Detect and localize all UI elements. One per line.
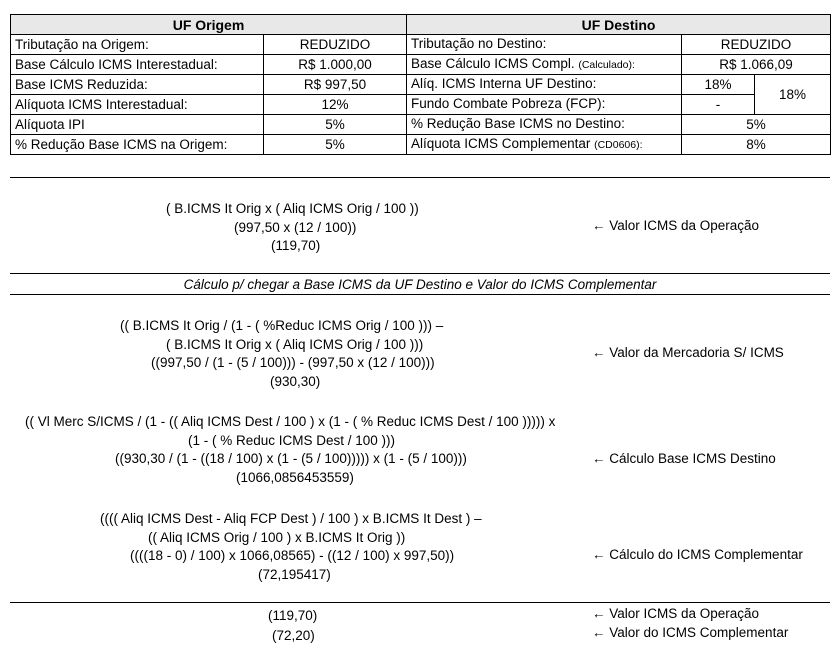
divider [10, 273, 830, 274]
destination-label: Tributação no Destino: [407, 35, 682, 55]
formula-base-destino [25, 413, 555, 487]
origin-label: Base Cálculo ICMS Interestadual: [11, 55, 264, 75]
divider [10, 294, 830, 295]
header-uf-destino: UF Destino [407, 15, 831, 35]
summary-value: (72,20) [272, 627, 315, 643]
destination-value: REDUZIDO [682, 35, 831, 55]
label-base-destino: ← Cálculo Base ICMS Destino [592, 451, 776, 466]
origin-label: Alíquota IPI [11, 115, 264, 135]
divider [10, 177, 830, 178]
table-row [11, 35, 831, 55]
total-aliquota-value: 18% [755, 75, 831, 115]
formula-line: ((((18 - 0) / 100) x 1066,08565) - ((12 / 100) x 997,50)) [130, 548, 455, 563]
table-header-row [11, 15, 831, 35]
label-valor-mercadoria: ← Valor da Mercadoria S/ ICMS [592, 345, 784, 360]
origin-value: 5% [264, 115, 407, 135]
origin-value: 12% [264, 95, 407, 115]
destination-label: Base Cálculo ICMS Compl. (Calculado): [407, 55, 682, 75]
table-row [11, 75, 831, 95]
destination-label: Fundo Combate Pobreza (FCP): [407, 95, 682, 115]
destination-value: 5% [682, 115, 831, 135]
formula-line: (1 - ( % Reduc ICMS Dest / 100 ))) [188, 432, 396, 448]
table-row [11, 55, 831, 75]
summary-value: (119,70) [268, 608, 318, 623]
formula-line: (72,195417) [258, 566, 331, 582]
header-uf-origem: UF Origem [11, 15, 407, 35]
table-row [11, 115, 831, 135]
formula-icms-operacao [166, 200, 419, 256]
formula-line: (((( Aliq ICMS Dest - Aliq FCP Dest ) / 100 ) x B.ICMS It Dest ) – [100, 511, 482, 526]
origin-value: 5% [264, 135, 407, 155]
label-valor-icms-operacao: ← Valor ICMS da Operação [592, 218, 760, 233]
destination-value: 18% [682, 75, 755, 95]
formula-line: (997,50 x (12 / 100)) [234, 219, 357, 235]
formula-line: (( Aliq ICMS Orig / 100 ) x B.ICMS It Orig )) [148, 529, 406, 545]
destination-label: Alíq. ICMS Interna UF Destino: [407, 75, 682, 95]
summary-label-complementar: ← Valor do ICMS Complementar [592, 625, 789, 640]
origin-value: REDUZIDO [264, 35, 407, 55]
table-row [11, 95, 831, 115]
destination-label: Alíquota ICMS Complementar (CD0606): [407, 135, 682, 155]
formula-line: (119,70) [271, 238, 321, 253]
formula-line: (930,30) [270, 373, 321, 389]
destination-value: R$ 1.066,09 [682, 55, 831, 75]
origin-value: R$ 1.000,00 [264, 55, 407, 75]
origin-label: Base ICMS Reduzida: [11, 75, 264, 95]
destination-value: - [682, 95, 755, 115]
formula-line: ((997,50 / (1 - (5 / 100))) - (997,50 x (12 / 100))) [151, 355, 435, 370]
formula-line: (1066,0856453559) [236, 469, 354, 485]
summary-label-operacao: ← Valor ICMS da Operação [592, 606, 760, 621]
formula-valor-mercadoria [120, 317, 443, 391]
section-title: Cálculo p/ chegar a Base ICMS da UF Destino e Valor do ICMS Complementar [183, 277, 657, 292]
destination-label: % Redução Base ICMS no Destino: [407, 115, 682, 135]
origin-label: Tributação na Origem: [11, 35, 264, 55]
label-icms-complementar: ← Cálculo do ICMS Complementar [592, 547, 803, 562]
divider [10, 602, 830, 603]
formula-line: ( B.ICMS It Orig x ( Aliq ICMS Orig / 100 )) [166, 201, 419, 216]
summary-values [268, 606, 317, 645]
formula-line: ( B.ICMS It Orig x ( Aliq ICMS Orig / 100 ))) [166, 336, 424, 352]
origin-label: % Redução Base ICMS na Origem: [11, 135, 264, 155]
origin-value: R$ 997,50 [264, 75, 407, 95]
formula-icms-complementar [100, 510, 482, 584]
table-row [11, 135, 831, 155]
destination-value: 8% [682, 135, 831, 155]
formula-line: (( B.ICMS It Orig / (1 - ( %Reduc ICMS Orig / 100 ))) – [120, 318, 444, 333]
formula-line: ((930,30 / (1 - ((18 / 100) x (1 - (5 / 100))))) x (1 - (5 / 100))) [115, 451, 467, 466]
origin-label: Alíquota ICMS Interestadual: [11, 95, 264, 115]
formula-line: (( Vl Merc S/ICMS / (1 - (( Aliq ICMS Dest / 100 ) x (1 - ( % Reduc ICMS Dest / 100 ))))) x [25, 414, 556, 429]
icms-parameters-table [10, 14, 831, 155]
